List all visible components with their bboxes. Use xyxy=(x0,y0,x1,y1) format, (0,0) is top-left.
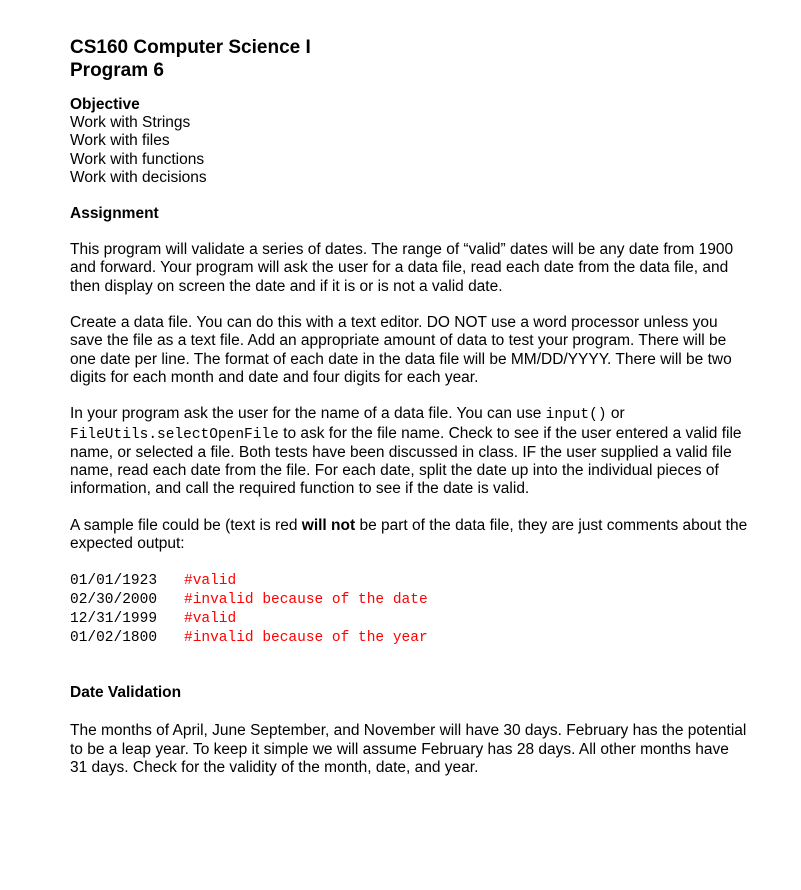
sample-date: 01/01/1923 xyxy=(70,573,158,590)
sample-line xyxy=(70,629,750,648)
sample-line xyxy=(70,610,750,629)
paragraph-text: In your program ask the user for the name of a data file. You can use xyxy=(70,405,546,423)
paragraph-text: to ask for the file name. Check to see if the user entered a valid file name, or selected a file. Both tests have been discussed in class. IF the user supplied a valid file name, read each date from the file. For each date, split the date up into the individual pieces of information, and call the required function to see if the date is valid. xyxy=(70,424,742,498)
sample-comment: #valid xyxy=(184,573,237,590)
sample-date: 12/31/1999 xyxy=(70,611,158,628)
document-subtitle: Program 6 xyxy=(70,60,164,81)
sample-comment: #invalid because of the date xyxy=(184,592,428,609)
paragraph-text: be part of the data file, they are just comments about the expected output: xyxy=(70,516,748,553)
objective-item: Work with Strings xyxy=(70,114,191,131)
objective-item: Work with files xyxy=(70,132,170,150)
sample-date: 01/02/1800 xyxy=(70,630,158,647)
document-page xyxy=(70,36,750,777)
date-validation-paragraph: The months of April, June September, and November will have 30 days. February has the potential to be a leap year. To keep it simple we will assume February has 28 days. All other months have 31 days. Check for the validity of the month, date, and year. xyxy=(70,722,747,776)
assignment-paragraph-2: Create a data file. You can do this with a text editor. DO NOT use a word processor unless you save the file as a text file. Add an appropriate amount of data to test your program. There will be one date per line. The format of each date in the data file will be MM/DD/YYYY. There will be two digits for each month and date and four digits for each year. xyxy=(70,314,732,386)
objective-item: Work with decisions xyxy=(70,168,207,186)
sample-line xyxy=(70,591,750,610)
assignment-paragraph-4 xyxy=(70,517,750,554)
objective-list xyxy=(70,114,750,187)
objective-heading: Objective xyxy=(70,96,140,113)
sample-comment: #invalid because of the year xyxy=(184,630,428,647)
bold-text: will not xyxy=(301,516,356,534)
objective-item: Work with functions xyxy=(70,150,205,168)
sample-file-code-block xyxy=(70,572,750,648)
sample-comment: #valid xyxy=(184,611,237,628)
assignment-paragraph-1: This program will validate a series of dates. The range of “valid” dates will be any date from 1900 and forward. Your program will ask the user for a data file, read each date from the data file, and then display on screen the date and if it is or is not a valid date. xyxy=(70,241,734,295)
assignment-paragraph-3 xyxy=(70,405,750,498)
paragraph-text: A sample file could be (text is red xyxy=(70,516,302,534)
objective-section xyxy=(70,96,750,187)
assignment-heading: Assignment xyxy=(70,205,159,223)
sample-date: 02/30/2000 xyxy=(70,592,158,609)
document-title: CS160 Computer Science I xyxy=(70,37,311,58)
sample-line xyxy=(70,572,750,591)
paragraph-text: or xyxy=(606,405,625,423)
assignment-section xyxy=(70,205,750,648)
date-validation-heading: Date Validation xyxy=(70,684,182,702)
date-validation-section xyxy=(70,684,750,777)
inline-code-input: input() xyxy=(545,407,607,424)
inline-code-fileutils: FileUtils.selectOpenFile xyxy=(70,426,279,443)
